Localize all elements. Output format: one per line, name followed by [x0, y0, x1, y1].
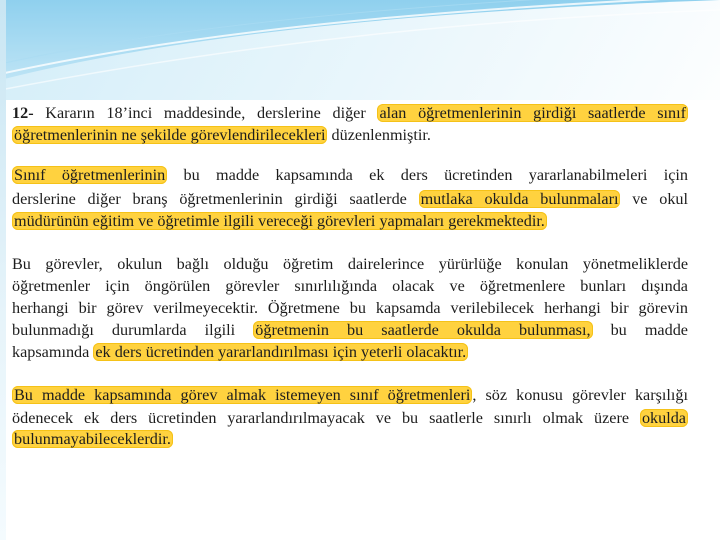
text-span: ve okul [620, 190, 689, 208]
highlighted-text: mutlaka okulda bulunmaları [420, 190, 619, 208]
paragraph-3-line-5 [12, 341, 468, 363]
paragraph-2-line-2 [12, 188, 688, 210]
slide-blank-area [6, 452, 720, 540]
slide-header-decoration [0, 0, 720, 100]
text-span: kapsamında [12, 343, 94, 361]
paragraph-1-line-1 [12, 102, 688, 124]
paragraph-4-line-2 [12, 407, 688, 429]
header-swoosh-graphic [0, 0, 720, 100]
text-span: herhangi bir görev verilmeyecektir. Öğretmene bu kapsamda verilebilecek herhangi bir görevin [12, 299, 688, 317]
paragraph-2-line-1 [12, 164, 688, 186]
highlighted-text: bulunmayabileceklerdir. [14, 430, 171, 448]
text-span: öğretmenler için öngörülen görevler sınırlılığında olacak ve öğretmenlere bunları dışında [12, 277, 688, 295]
paragraph-3-line-1 [12, 253, 688, 275]
highlighted-text: ek ders ücretinden yararlandırılması için yeterli olacaktır. [95, 343, 467, 361]
paragraph-3-line-2 [12, 275, 688, 297]
highlighted-text: müdürünün eğitim ve öğretimle ilgili vereceği görevleri yapmaları gerekmektedir. [14, 212, 545, 230]
highlighted-text: öğretmenlerinin ne şekilde görevlendirilecekleri [14, 126, 326, 144]
text-span: düzenlenmiştir. [327, 126, 431, 144]
highlighted-text: okulda [641, 409, 686, 427]
document-scan [6, 100, 696, 452]
paragraph-4-line-1 [12, 384, 688, 406]
text-span: bu madde kapsamında ek ders ücretinden yararlanabilmeleri için [167, 166, 688, 184]
highlighted-text: Sınıf öğretmenlerinin [14, 166, 166, 184]
paragraph-3-line-3 [12, 297, 688, 319]
paragraph-4-line-3 [12, 428, 173, 450]
text-span: , söz konusu görevler karşılığı [472, 386, 689, 404]
text-span: bu madde [592, 321, 688, 339]
paragraph-2-line-3 [12, 210, 547, 232]
text-span: ödenecek ek ders ücretinden yararlandırılmayacak ve bu saatlerle sınırlı olmak üzere [12, 409, 640, 427]
paragraph-1-line-2 [12, 124, 431, 146]
text-span: Kararın 18’inci maddesinde, derslerine diğer [33, 104, 378, 122]
item-number: 12- [12, 104, 34, 122]
highlighted-text: alan öğretmenlerinin girdiği saatlerde sınıf [379, 104, 686, 122]
text-span: bulunmadığı durumlarda ilgili [12, 321, 254, 339]
highlighted-text: Bu madde kapsamında görev almak istemeyen sınıf öğretmenleri [14, 386, 471, 404]
highlighted-text: öğretmenin bu saatlerde okulda bulunması, [255, 321, 591, 339]
text-span: derslerine diğer branş öğretmenlerinin girdiği saatlerde [12, 190, 419, 208]
paragraph-3-line-4 [12, 319, 688, 341]
text-span: Bu görevler, okulun bağlı olduğu öğretim dairelerince yürürlüğe konulan yönetmeliklerde [12, 255, 688, 273]
